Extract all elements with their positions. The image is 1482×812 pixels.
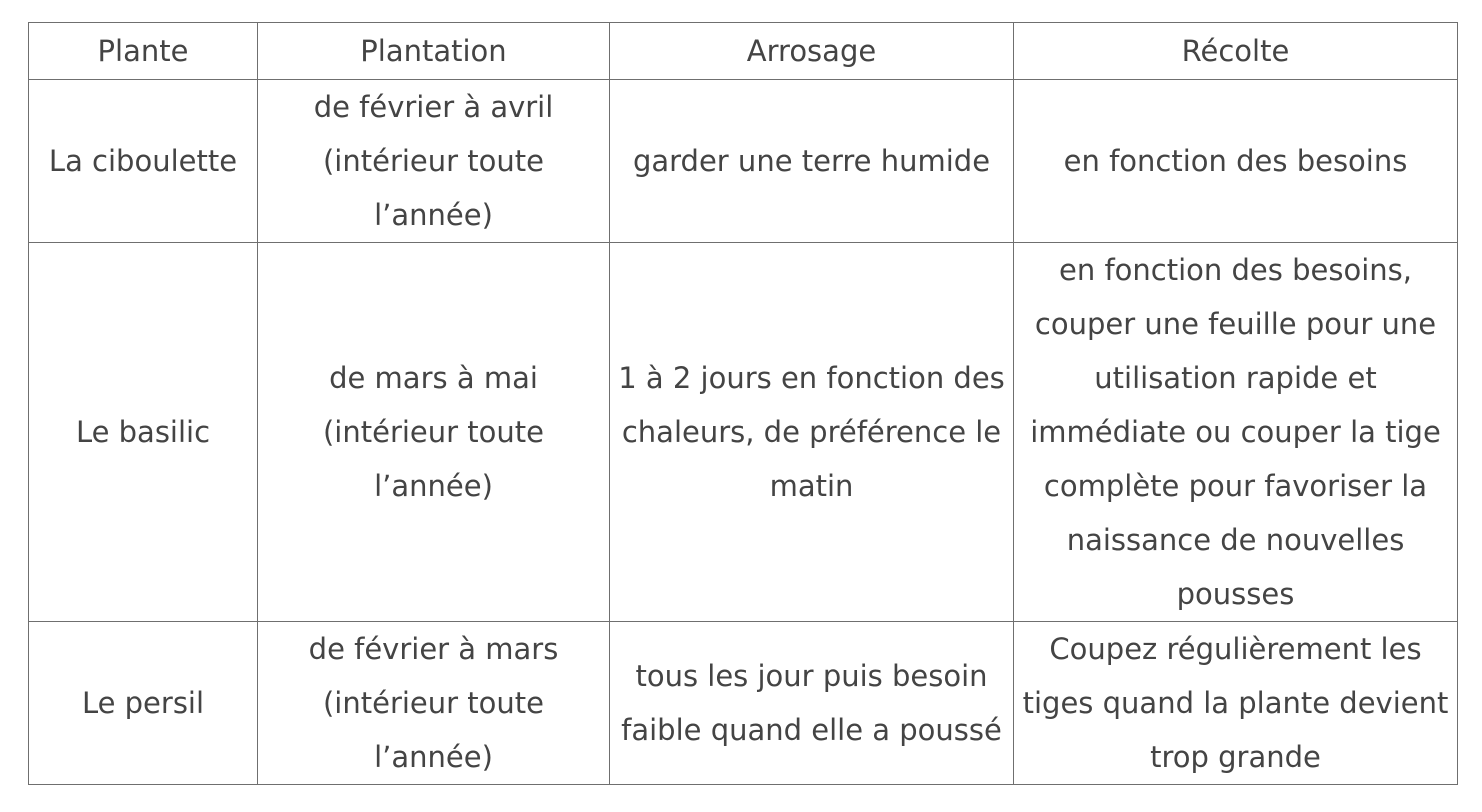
cell-plantation <box>258 243 610 622</box>
cell-arrosage-text: tous les jour puis besoin faible quand elle a poussé <box>621 659 1002 747</box>
cell-plantation-text: de février à mars (intérieur toute l’année) <box>308 632 559 774</box>
column-header-plantation: Plantation <box>258 23 610 80</box>
cell-recolte-text: en fonction des besoins, couper une feuille pour une utilisation rapide et immédiate ou couper la tige complète pour favoriser la naissance de nouvelles pousses <box>1030 253 1441 611</box>
cell-plante <box>29 80 258 243</box>
cell-plantation-text: de mars à mai (intérieur toute l’année) <box>322 361 544 503</box>
table-header-row <box>29 23 1458 80</box>
plant-care-table <box>28 22 1458 785</box>
cell-plante <box>29 622 258 785</box>
cell-plante-text: La ciboulette <box>48 144 238 178</box>
page-bottom-edge <box>0 785 1482 812</box>
table-row <box>29 80 1458 243</box>
cell-arrosage <box>610 243 1014 622</box>
cell-plantation-text: de février à avril (intérieur toute l’année) <box>313 90 554 232</box>
cell-plantation <box>258 622 610 785</box>
cell-recolte-text: en fonction des besoins <box>1063 144 1408 178</box>
cell-recolte <box>1014 80 1458 243</box>
cell-plante <box>29 243 258 622</box>
column-header-plante: Plante <box>29 23 258 80</box>
column-header-arrosage: Arrosage <box>610 23 1014 80</box>
cell-plante-text: Le basilic <box>75 415 211 449</box>
cell-arrosage-text: garder une terre humide <box>632 144 991 178</box>
table-row <box>29 243 1458 622</box>
cell-plante-text: Le persil <box>81 686 205 720</box>
cell-arrosage <box>610 622 1014 785</box>
cell-plantation <box>258 80 610 243</box>
cell-recolte <box>1014 243 1458 622</box>
cell-recolte-text: Coupez régulièrement les tiges quand la plante devient trop grande <box>1022 632 1449 774</box>
table-row <box>29 622 1458 785</box>
cell-arrosage <box>610 80 1014 243</box>
cell-recolte <box>1014 622 1458 785</box>
cell-arrosage-text: 1 à 2 jours en fonction des chaleurs, de préférence le matin <box>618 361 1005 503</box>
column-header-recolte: Récolte <box>1014 23 1458 80</box>
